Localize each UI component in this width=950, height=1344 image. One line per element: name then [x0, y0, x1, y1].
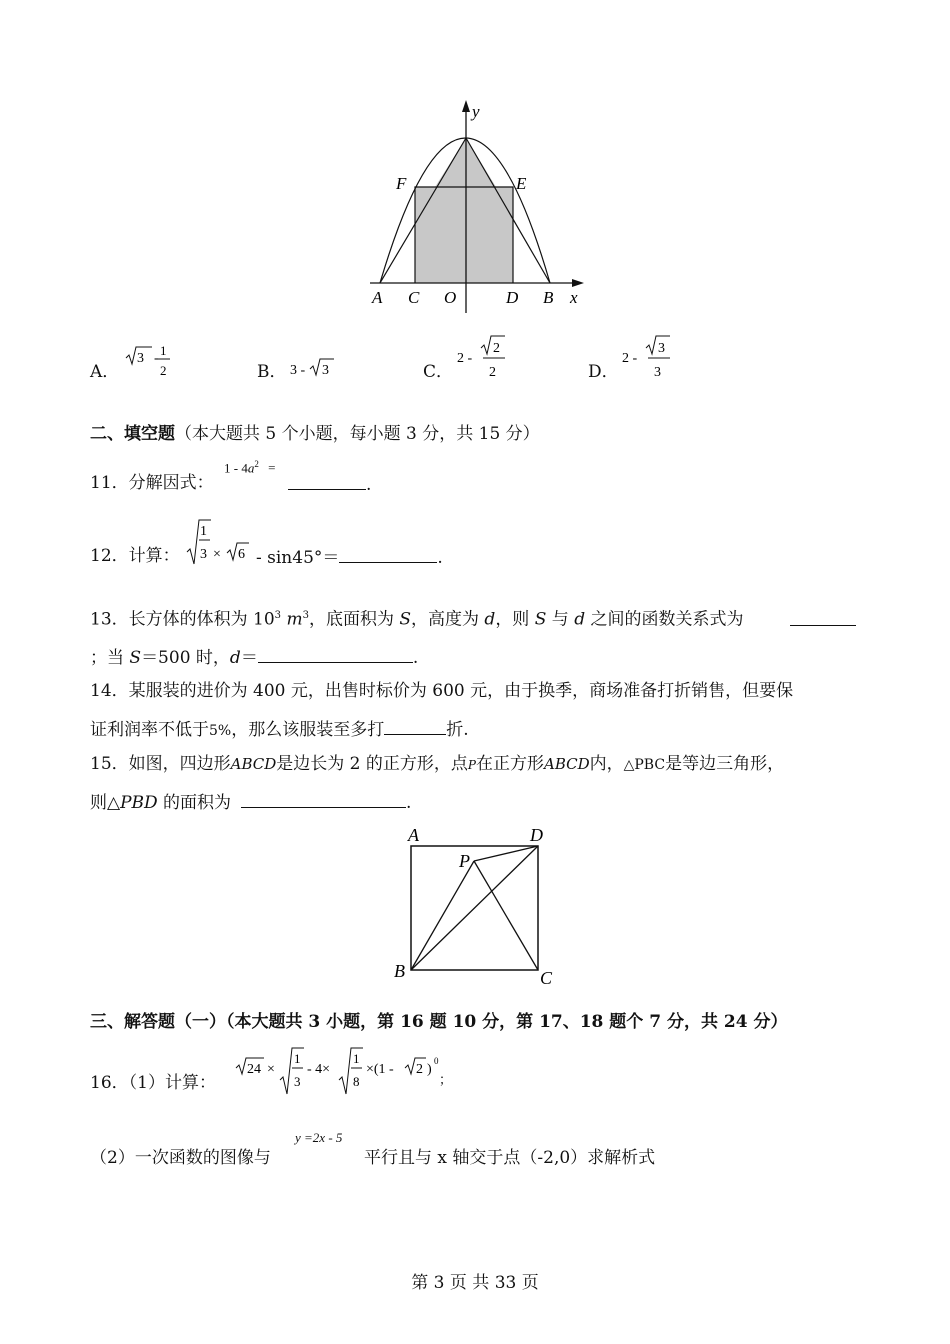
section-2-heading: 二、填空题（本大题共 5 个小题，每小题 3 分，共 15 分）: [90, 424, 540, 444]
segment-bd: [411, 846, 538, 970]
svg-text:3: 3: [137, 351, 144, 366]
label-c2: C: [540, 968, 553, 988]
segment-bp: [411, 861, 474, 970]
parabola-figure: [360, 95, 600, 315]
question-16-part2-a: （2）一次函数的图像与: [90, 1148, 271, 1168]
option-c[interactable]: C．: [423, 362, 454, 382]
label-d: D: [506, 288, 519, 307]
svg-text:2 -: 2 -: [457, 351, 473, 366]
q15-answer-blank[interactable]: [241, 791, 406, 808]
question-16-part2-b: 平行且与 x 轴交于点（-2,0）求解析式: [364, 1148, 656, 1168]
question-14-line2: 证利润率不低于5%，那么该服装至多打 折.: [90, 720, 469, 740]
svg-text:；: ；: [439, 1072, 453, 1087]
label-b2: B: [394, 961, 405, 981]
label-b: B: [543, 288, 554, 307]
svg-text:1: 1: [200, 524, 207, 539]
q13-answer-blank-2[interactable]: [258, 646, 413, 663]
svg-text:×: ×: [267, 1062, 275, 1077]
question-15-line1: 15．如图，四边形ABCD是边长为 2 的正方形，点P在正方形ABCD内，△PBC是等边三角形，: [90, 754, 785, 774]
label-p2: P: [459, 851, 470, 871]
svg-text:- 4×: - 4×: [307, 1062, 331, 1077]
square-figure: [390, 822, 560, 992]
label-e: E: [516, 174, 527, 193]
label-f: F: [396, 174, 407, 193]
q13-answer-blank-1[interactable]: [790, 625, 856, 626]
label-d2: D: [530, 825, 543, 845]
segment-pd: [474, 846, 538, 861]
svg-text:3: 3: [200, 547, 207, 562]
svg-text:6: 6: [238, 547, 245, 562]
q14-answer-blank[interactable]: [384, 718, 446, 735]
svg-text:8: 8: [353, 1074, 360, 1089]
page-footer: 第 3 页 共 33 页: [411, 1273, 539, 1293]
q16-expr: [234, 1044, 454, 1098]
label-y: y: [472, 102, 480, 121]
section-3-heading: 三、解答题（一）（本大题共 3 小题，第 16 题 10 分，第 17、18 题个 7 分，共 24 分）: [90, 1012, 788, 1032]
question-11: 11．分解因式：: [90, 473, 214, 493]
svg-text:2: 2: [416, 1062, 423, 1077]
svg-text:1: 1: [160, 343, 167, 358]
q12-rest: - sin45°＝ .: [256, 548, 443, 568]
svg-text:2: 2: [160, 363, 167, 378]
label-x: x: [570, 288, 578, 307]
svg-text:3: 3: [658, 341, 665, 356]
label-c: C: [408, 288, 420, 307]
question-15-line2: 则△PBD 的面积为 .: [90, 793, 412, 813]
question-13-line2: ；当 S＝500 时，d＝ .: [90, 648, 419, 668]
label-a2: A: [408, 825, 419, 845]
option-a[interactable]: A．: [90, 362, 120, 382]
svg-text:3: 3: [322, 363, 329, 378]
option-c-expr: [455, 334, 510, 382]
svg-text:): ): [427, 1062, 432, 1077]
option-d-expr: [620, 334, 675, 382]
label-a: A: [372, 288, 383, 307]
option-b-expr: [288, 355, 338, 381]
svg-text:-: -: [154, 351, 159, 366]
svg-text:2: 2: [489, 365, 496, 380]
question-14-line1: 14．某服装的进价为 400 元，出售时标价为 600 元，由于换季，商场准备打折销售，但要保: [90, 681, 794, 701]
option-d[interactable]: D．: [588, 362, 619, 382]
svg-text:×: ×: [213, 547, 221, 562]
q11-expr: $1 - 4a^2$ =: [224, 459, 276, 476]
svg-text:3: 3: [654, 365, 661, 380]
q11-answer-blank[interactable]: [288, 473, 366, 490]
question-13-line1: 13．长方体的体积为 $10^3$ $m^3$，底面积为 S，高度为 d，则 S 与 d 之间的函数关系式为: [90, 609, 744, 630]
svg-text:1: 1: [294, 1051, 301, 1066]
option-b[interactable]: B．: [257, 362, 287, 382]
svg-text:24: 24: [247, 1062, 261, 1077]
q16-part2-expr: y =2x - 5: [295, 1130, 343, 1145]
q12-answer-blank[interactable]: [339, 546, 437, 563]
option-a-expr: [122, 340, 182, 382]
svg-text:1: 1: [353, 1051, 360, 1066]
question-16-part1: 16．（1）计算：: [90, 1073, 216, 1093]
q11-answer: .: [288, 473, 371, 495]
svg-text:3: 3: [294, 1074, 301, 1089]
x-axis-arrow: [572, 279, 584, 287]
question-12: 12．计算：: [90, 546, 180, 566]
svg-text:3 -: 3 -: [290, 363, 306, 378]
svg-text:2 -: 2 -: [622, 351, 638, 366]
label-o: O: [444, 288, 457, 307]
svg-text:2: 2: [493, 341, 500, 356]
svg-text:0: 0: [434, 1056, 439, 1066]
svg-text:×(1 -: ×(1 -: [366, 1062, 394, 1077]
y-axis-arrow: [462, 100, 470, 112]
